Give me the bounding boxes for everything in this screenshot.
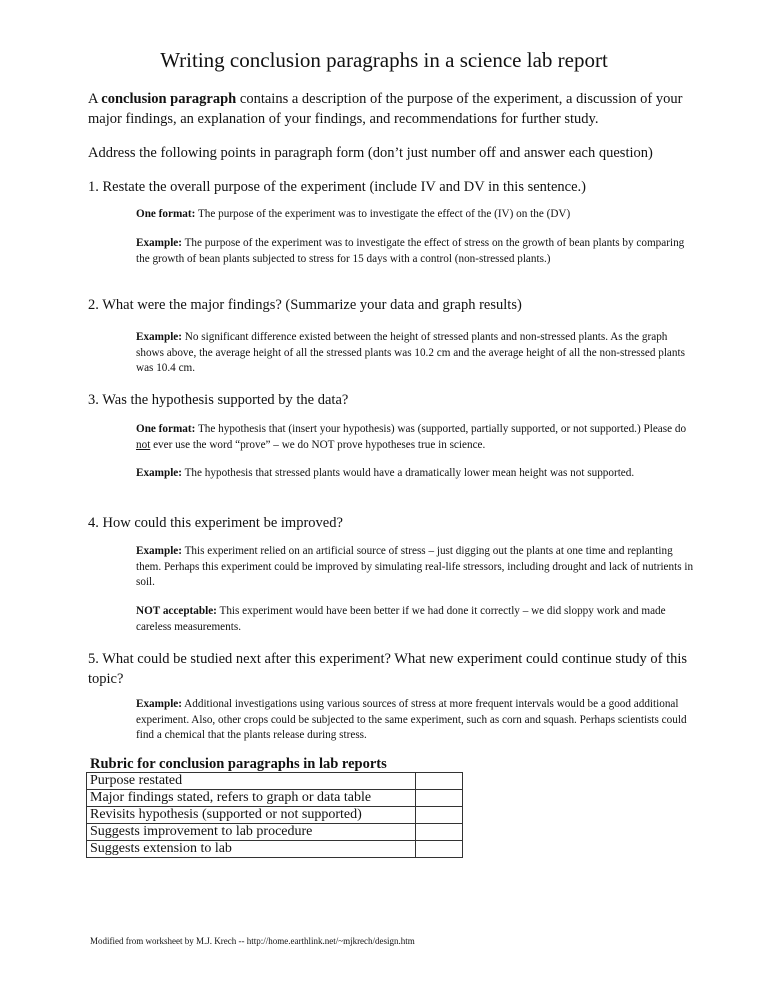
q1-format <box>136 207 696 223</box>
q4-not-label: NOT acceptable: <box>136 605 217 617</box>
intro-post: contains a description of the purpose of the experiment, a discussion of your major findings, an explanation of your findings, and recommendations for further study. <box>88 91 683 127</box>
q1-example-label: Example: <box>136 237 182 249</box>
intro-pre: A <box>88 91 102 107</box>
q5-example-label: Example: <box>136 698 182 710</box>
rubric-criterion: Suggests improvement to lab procedure <box>87 824 416 841</box>
rubric-criterion: Major findings stated, refers to graph or data table <box>87 790 416 807</box>
q3-example-label: Example: <box>136 467 182 479</box>
rubric-score-cell <box>416 824 463 841</box>
q1-format-label: One format: <box>136 208 196 220</box>
q2-example <box>136 330 696 377</box>
footer-credit: Modified from worksheet by M.J. Krech -- http://home.earthlink.net/~mjkrech/design.htm <box>90 936 415 946</box>
intro-paragraph <box>88 89 688 129</box>
q2-example-label: Example: <box>136 331 182 343</box>
q3-example <box>136 466 696 482</box>
question-5: 5. What could be studied next after this experiment? What new experiment could continue study of this topic? <box>88 651 688 687</box>
q2-example-text: No significant difference existed between the height of stressed plants and non-stressed plants. As the graph shows above, the average height of all the stressed plants was 10.2 cm and the average height of all the non-stressed plants was 10.4 cm. <box>136 331 685 374</box>
question-2: 2. What were the major findings? (Summarize your data and graph results) <box>88 297 522 313</box>
question-1: 1. Restate the overall purpose of the experiment (include IV and DV in this sentence.) <box>88 179 586 195</box>
table-row <box>87 807 463 824</box>
rubric-score-cell <box>416 773 463 790</box>
rubric-criterion: Revisits hypothesis (supported or not supported) <box>87 807 416 824</box>
rubric-criterion: Suggests extension to lab <box>87 841 416 858</box>
table-row <box>87 824 463 841</box>
q4-example <box>136 544 696 591</box>
q4-not-acceptable <box>136 604 696 635</box>
page-title: Writing conclusion paragraphs in a science lab report <box>160 48 608 72</box>
table-row <box>87 841 463 858</box>
rubric-criterion: Purpose restated <box>87 773 416 790</box>
q3-format-not: not <box>136 438 151 451</box>
address-instruction: Address the following points in paragraph form (don’t just number off and answer each question) <box>88 145 653 161</box>
q4-example-label: Example: <box>136 545 182 557</box>
q3-format <box>136 422 696 453</box>
rubric-title: Rubric for conclusion paragraphs in lab reports <box>90 756 387 772</box>
table-row <box>87 773 463 790</box>
question-4: 4. How could this experiment be improved? <box>88 515 343 531</box>
q3-format-text-a: The hypothesis that (insert your hypothesis) was (supported, partially supported, or not supported.) Please do <box>195 423 687 435</box>
table-row <box>87 790 463 807</box>
q1-format-text: The purpose of the experiment was to investigate the effect of the (IV) on the (DV) <box>195 208 571 220</box>
q3-example-text: The hypothesis that stressed plants would have a dramatically lower mean height was not supported. <box>182 467 635 479</box>
intro-bold-term: conclusion paragraph <box>101 91 237 107</box>
q3-format-text-b: ever use the word “prove” – we do NOT prove hypotheses true in science. <box>150 438 486 451</box>
question-3: 3. Was the hypothesis supported by the data? <box>88 392 349 408</box>
rubric-score-cell <box>416 790 463 807</box>
q4-not-text: This experiment would have been better if we had done it correctly – we did sloppy work and made careless measurements. <box>136 605 666 633</box>
q1-example-text: The purpose of the experiment was to investigate the effect of stress on the growth of bean plants by comparing the growth of bean plants subjected to stress for 15 days with a control (non-stressed plants.) <box>136 237 685 265</box>
rubric-score-cell <box>416 841 463 858</box>
q3-format-label: One format: <box>136 423 196 435</box>
rubric-score-cell <box>416 807 463 824</box>
q5-example-text: Additional investigations using various sources of stress at more frequent intervals would be a good additional experiment. Also, other crops could be subjected to the same experiment, such as corn and squash. Perhaps scientists could find a chemical that the plants release during stress. <box>136 698 687 741</box>
q5-example <box>136 697 696 744</box>
q4-example-text: This experiment relied on an artificial source of stress – just digging out the plants at one time and replanting them. Perhaps this experiment could be improved by simulating real-life stressors, including drought and lack of nutrients in soil. <box>136 545 694 588</box>
q1-example <box>136 236 696 267</box>
rubric-table <box>86 772 463 858</box>
